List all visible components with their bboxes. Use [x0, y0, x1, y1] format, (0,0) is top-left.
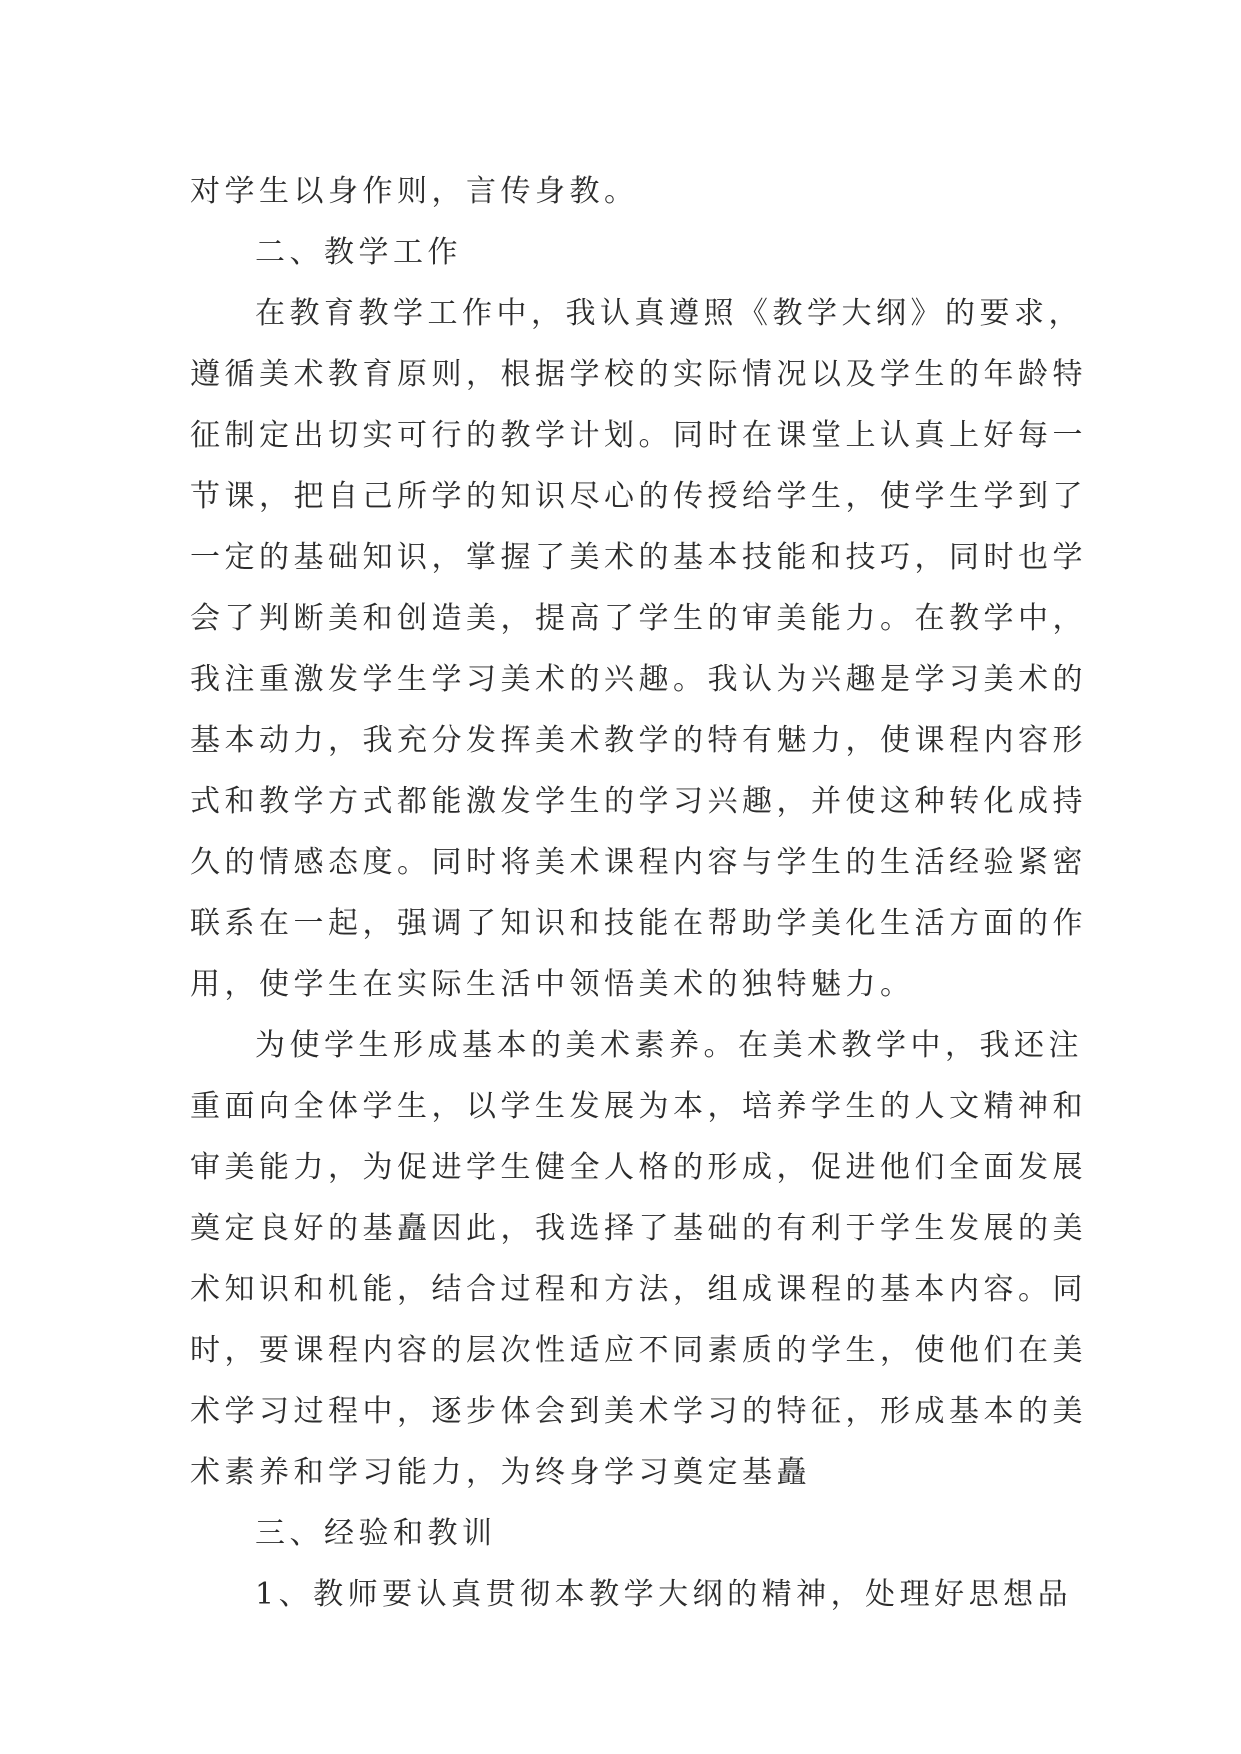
text-line: 用，使学生在实际生活中领悟美术的独特魅力。	[190, 967, 915, 1002]
text-line: 节课，把自己所学的知识尽心的传授给学生，使学生学到了	[190, 479, 1087, 514]
text-line: 时，要课程内容的层次性适应不同素质的学生，使他们在美	[190, 1333, 1087, 1368]
text-line: 术学习过程中，逐步体会到美术学习的特征，形成基本的美	[190, 1394, 1087, 1429]
text-line: 联系在一起，强调了知识和技能在帮助学美化生活方面的作	[190, 906, 1087, 941]
text-line: 1、教师要认真贯彻本教学大纲的精神，处理好思想品	[255, 1577, 1073, 1612]
text-line: 遵循美术教育原则，根据学校的实际情况以及学生的年龄特	[190, 357, 1087, 392]
text-line: 久的情感态度。同时将美术课程内容与学生的生活经验紧密	[190, 845, 1087, 880]
text-line: 对学生以身作则，言传身教。	[190, 174, 639, 209]
text-line: 奠定良好的基矗因此，我选择了基础的有利于学生发展的美	[190, 1211, 1087, 1246]
text-line: 一定的基础知识，掌握了美术的基本技能和技巧，同时也学	[190, 540, 1087, 575]
text-line: 审美能力，为促进学生健全人格的形成，促进他们全面发展	[190, 1150, 1087, 1185]
text-line: 重面向全体学生，以学生发展为本，培养学生的人文精神和	[190, 1089, 1087, 1124]
text-line: 式和教学方式都能激发学生的学习兴趣，并使这种转化成持	[190, 784, 1087, 819]
text-line: 术知识和机能，结合过程和方法，组成课程的基本内容。同	[190, 1272, 1087, 1307]
text-line: 基本动力，我充分发挥美术教学的特有魅力，使课程内容形	[190, 723, 1087, 758]
text-line: 为使学生形成基本的美术素养。在美术教学中，我还注	[255, 1028, 1083, 1063]
text-line: 会了判断美和创造美，提高了学生的审美能力。在教学中，	[190, 601, 1087, 636]
section-heading-experience: 三、经验和教训	[255, 1516, 497, 1551]
text-line: 术素养和学习能力，为终身学习奠定基矗	[190, 1455, 811, 1490]
text-line: 征制定出切实可行的教学计划。同时在课堂上认真上好每一	[190, 418, 1087, 453]
section-heading-teaching-work: 二、教学工作	[255, 235, 462, 270]
document-body	[190, 161, 1087, 1625]
text-line: 在教育教学工作中，我认真遵照《教学大纲》的要求，	[255, 296, 1083, 331]
text-line: 我注重激发学生学习美术的兴趣。我认为兴趣是学习美术的	[190, 662, 1087, 697]
